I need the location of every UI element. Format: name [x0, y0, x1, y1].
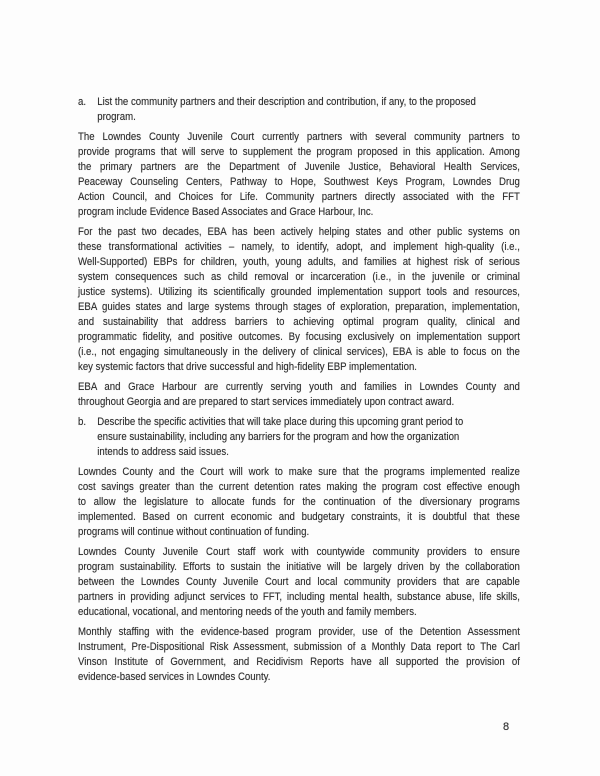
page-number: 8 [503, 721, 510, 733]
list-item-a-marker: a. [78, 96, 87, 108]
paragraph-sustainability-text: Lowndes County Juvenile Court staff work with countywide community providers to ensure program sustainability. Efforts to sustain the initiative will be largely driven by the collaboration between the Lowndes County Juvenile Court and local community providers that are capable partners in providing adjunct services to FFT, including mental health, substance abuse, life skills, educational, vocational, and mentoring needs of the youth and family members. [78, 546, 520, 618]
document-text-block [78, 95, 520, 690]
paragraph-community-partners [78, 130, 520, 220]
paragraph-sustainability [78, 545, 520, 620]
paragraph-eba-grace-harbour-text: EBA and Grace Harbour are currently serving youth and families in Lowndes County and throughout Georgia and are prepared to start services immediately upon contract award. [78, 381, 520, 408]
paragraph-eba-grace-harbour [78, 380, 520, 410]
list-item-b [78, 415, 520, 460]
list-item-b-marker: b. [78, 416, 87, 428]
paragraph-monthly-staffing-text: Monthly staffing with the evidence-based program provider, use of the Detention Assessment Instrument, Pre-Dispositional Risk Assessment, submission of a Monthly Data report to The Carl Vinson Institute of Government, and Recidivism Reports have all supported the provision of evidence-based services in Lowndes County. [78, 626, 520, 683]
list-item-b-text: Describe the specific activities that will take place during this upcoming grant period to ensure sustainability, including any barriers for the program and how the organization intends to address said issues. [97, 416, 464, 458]
list-item-a-text: List the community partners and their description and contribution, if any, to the proposed program. [97, 96, 476, 123]
paragraph-eba-background-text: For the past two decades, EBA has been actively helping states and other public systems on these transformational activities – namely, to identify, adopt, and implement high-quality (i.e., Well-Supported) EBPs for children, youth, young adults, and families at highest risk of serious system consequences such as child removal or incarceration (i.e., in the juvenile or criminal justice systems). Utilizing its scientifically grounded implementation support tools and resources, EBA guides states and large systems through stages of exploration, preparation, implementation, and sustainability that address barriers to achieving optimal program quality, clinical and programmatic fidelity, and positive outcomes. By focusing exclusively on implementation support (i.e., not engaging simultaneously in the delivery of clinical services), EBA is able to focus on the key systemic factors that drive successful and high-fidelity EBP implementation. [78, 226, 520, 373]
paragraph-eba-background [78, 225, 520, 375]
paragraph-cost-savings [78, 465, 520, 540]
paragraph-community-partners-text: The Lowndes County Juvenile Court currently partners with several community partners to provide programs that will serve to supplement the program proposed in this application. Among the primary partners are the Department of Juvenile Justice, Behavioral Health Services, Peaceway Counseling Centers, Pathway to Hope, Southwest Keys Program, Lowndes Drug Action Council, and Choices for Life. Community partners directly associated with the FFT program include Evidence Based Associates and Grace Harbour, Inc. [78, 131, 520, 218]
paragraph-cost-savings-text: Lowndes County and the Court will work to make sure that the programs implemented realize cost savings greater than the current detention rates making the program cost effective enough to allow the legislature to allocate funds for the continuation of the diversionary programs implemented. Based on current economic and budgetary constraints, it is doubtful that these programs will continue without continuation of funding. [78, 466, 520, 538]
list-item-a [78, 95, 520, 125]
paragraph-monthly-staffing [78, 625, 520, 685]
